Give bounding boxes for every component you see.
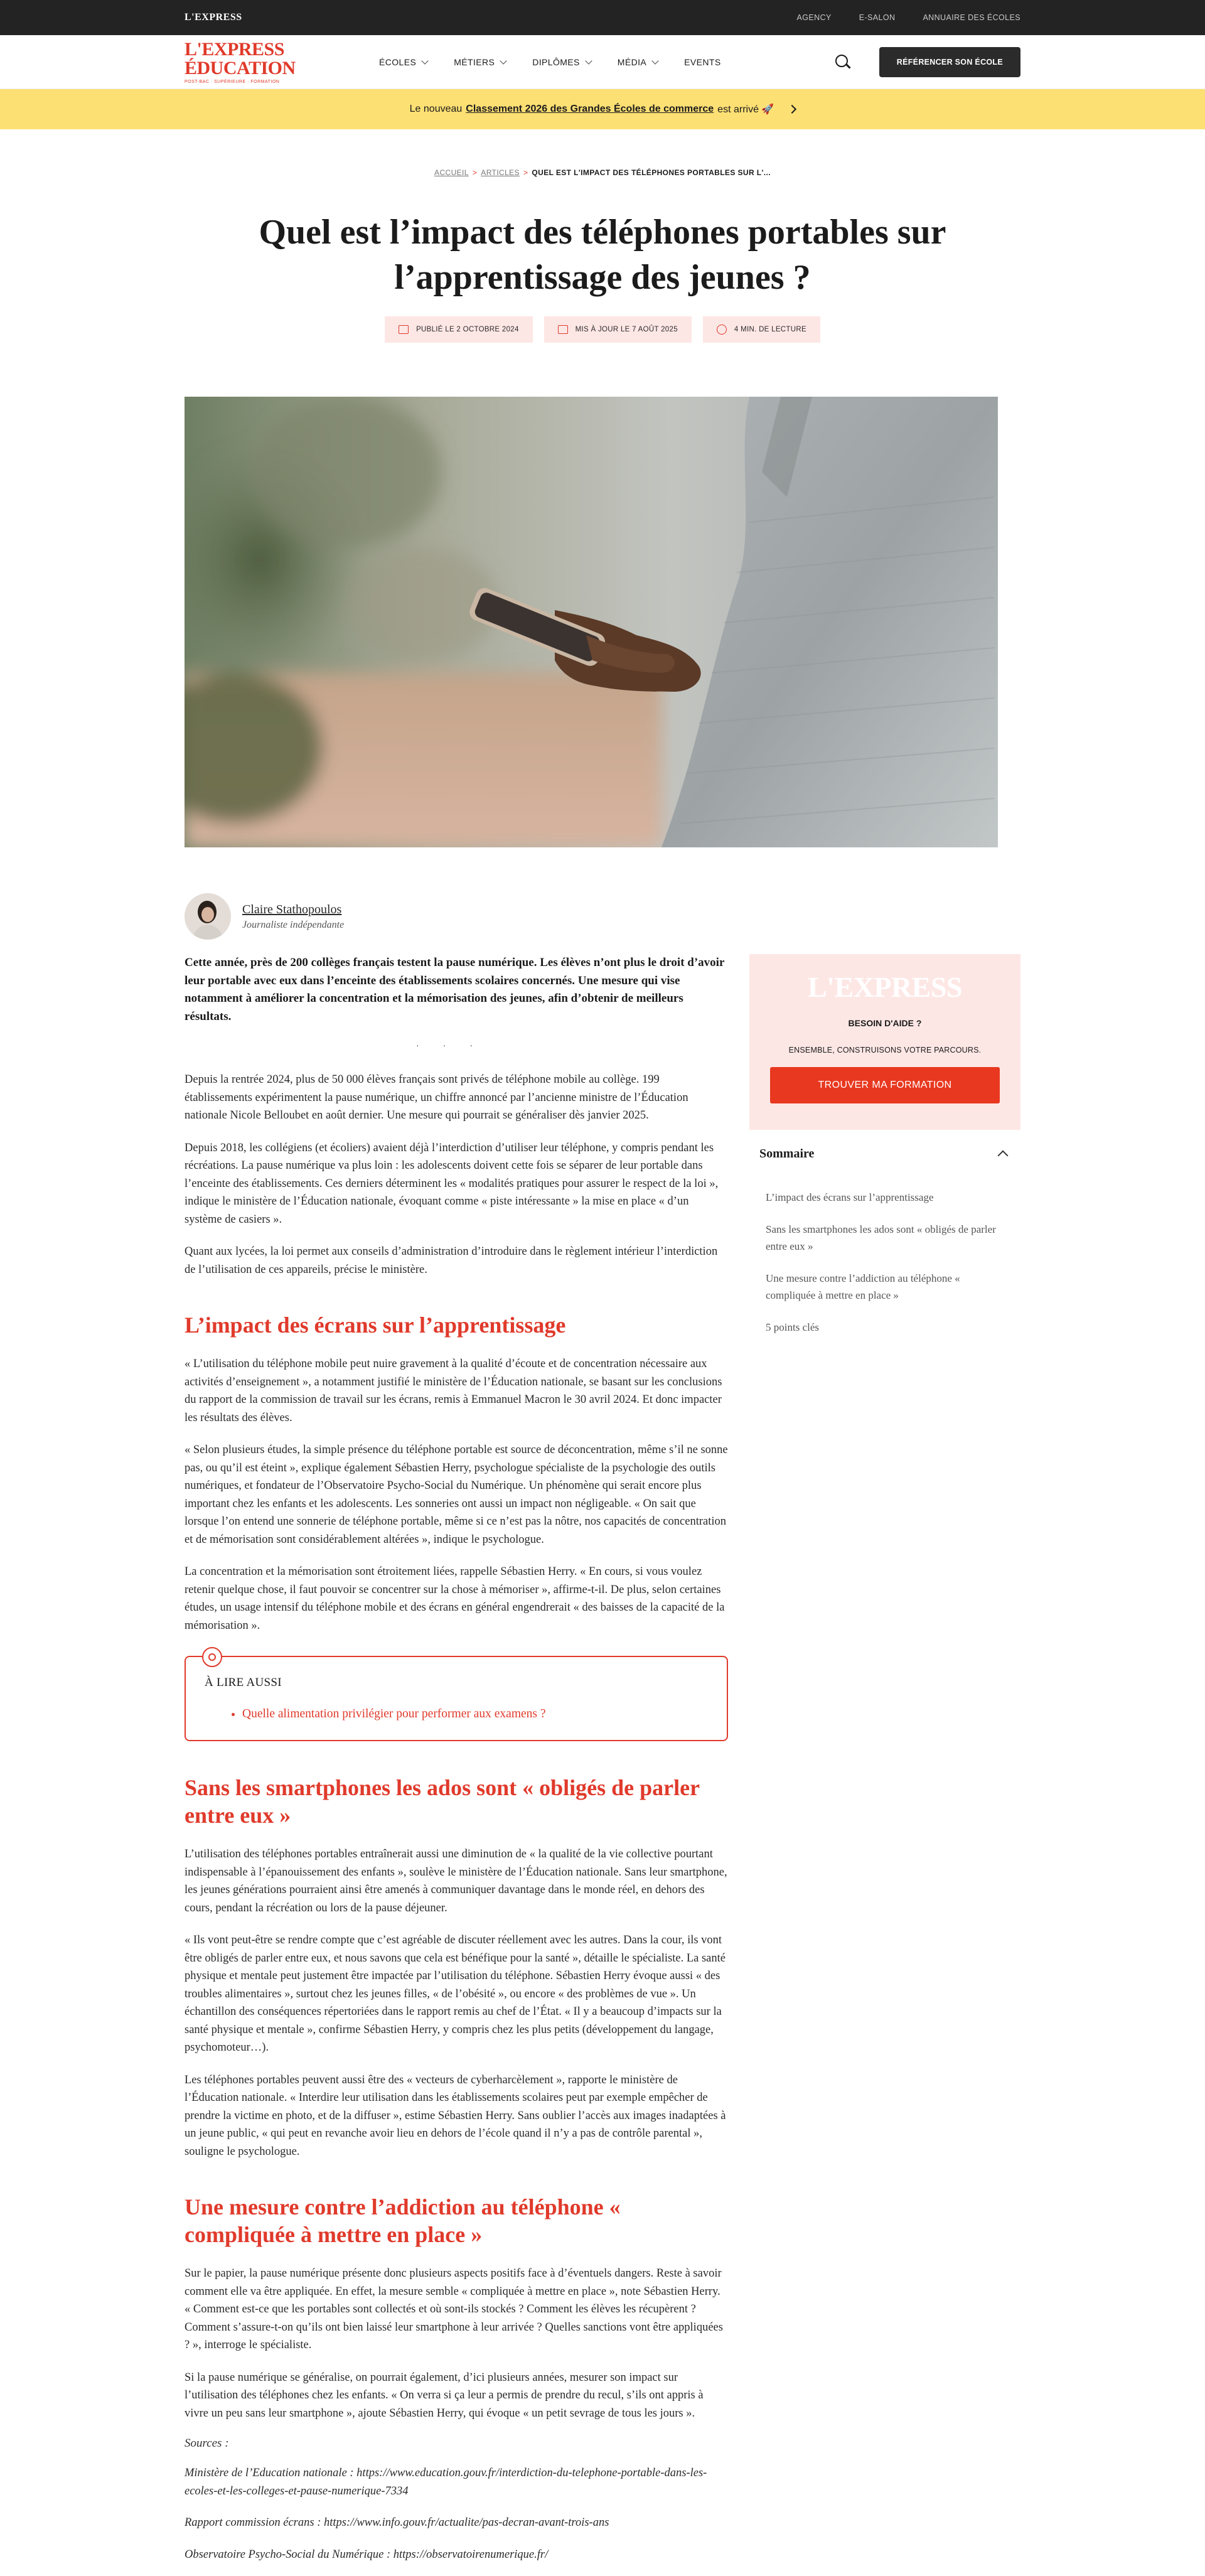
section-heading-addiction: Une mesure contre l’addiction au téléphone « compliquée à mettre en place » [185,2194,621,2247]
lire-aussi-list [242,1707,708,1721]
help-box [749,954,1020,1130]
reading-time-chip [703,316,820,343]
toc-list [759,1189,1010,1336]
hero-image [185,397,998,847]
phone-hand-photo [185,397,998,847]
source-item: Ministère de l’Education nationale : https://www.education.gouv.fr/interdiction-du-telephone-portable-dans-les-ecoles-et-les-colleges-et-pause-numerique-7334 [185,2467,707,2498]
lire-aussi-title: À LIRE AUSSI [205,1676,282,1689]
breadcrumb-home[interactable]: ACCUEIL [434,168,469,177]
lire-aussi-link[interactable]: • Quelle alimentation privilégier pour performer aux examens ? [242,1707,708,1721]
sources-title: Sources : [185,2437,229,2450]
author-info [242,903,344,931]
separator-dots: ··· [416,1042,496,1051]
breadcrumb-separator: > [523,168,528,177]
published-chip [385,316,533,343]
sidebar [749,954,1020,1351]
avatar [185,893,231,940]
breadcrumb-current: QUEL EST L'IMPACT DES TÉLÉPHONES PORTABLES SUR L'... [532,168,771,177]
menu-label: MÉDIA [617,56,647,67]
chevron-down-icon [585,57,592,64]
logo-line1: L'EXPRESS [185,38,284,60]
paragraph: Si la pause numérique se généralise, on pourrait également, d’ici plusieurs années, mesurer son impact sur l’utilisation des téléphones chez les enfants. « On verra si ça leur a permis de prendre du recul, s’ils ont appris à vivre un peu sans leur smartphone », ajoute Sébastien Herry, qui évoque « un petit sevrage de tous les jours ». [185,2371,704,2420]
lire-aussi-box [185,1656,728,1741]
paragraph: Quant aux lycées, la loi permet aux conseils d’administration d’introduire dans le règlement intérieur l’interdiction de l’utilisation de ces appareils, précise le ministère. [185,1245,718,1276]
paragraph: La concentration et la mémorisation sont étroitement liées, rappelle Sébastien Herry. « En cours, si vous voulez retenir quelque chose, il faut pouvoir se concentrer sur la chose à mémoriser », affirme-t-il. De plus, selon certaines études, un usage intensif du téléphone mobile et des écrans en général engendrerait « des baisses de la capacité de la mémorisation ». [185,1565,725,1632]
menu-metiers[interactable] [454,57,506,67]
menu-label: ÉCOLES [379,56,417,67]
paragraph: Depuis la rentrée 2024, plus de 50 000 élèves français sont privés de téléphone mobile au collège. 199 établissements expérimentent la pause numérique, un chiffre annoncé par l’ancienne ministre de l’Éducation nationale Nicole Belloubet en août dernier. Une mesure qui pourrait se généraliser dès janvier 2025. [185,1073,688,1122]
page-title: Quel est l’impact des téléphones portables sur l’apprentissage des jeunes ? [259,213,946,297]
search-icon[interactable] [834,53,852,71]
toc-header[interactable] [759,1141,1010,1166]
reading-time: 4 MIN. DE LECTURE [734,326,806,333]
updated-date: MIS À JOUR LE 7 AOÛT 2025 [575,326,678,333]
breadcrumb-articles[interactable]: ARTICLES [481,168,520,177]
menu-diplomes[interactable] [532,57,591,67]
updated-chip [544,316,692,343]
breadcrumb [0,168,1205,177]
logo-tagline: POST-BAC · SUPÉRIEURE · FORMATION [185,79,280,84]
paragraph: « L’utilisation du téléphone mobile peut nuire gravement à la qualité d’écoute et de concentration nécessaire aux activités d’enseignement », a notamment justifié le ministère de l’Éducation nationale, se basant sur les conclusions du rapport de la commission de travail sur les écrans, remis à Emmanuel Macron le 30 avril 2024. Et donc impacter les résultats des élèves. [185,1358,722,1424]
toc-item[interactable]: Une mesure contre l’addiction au téléphone « compliquée à mettre en place » [766,1272,960,1301]
chevron-down-icon [651,57,658,64]
author-name[interactable]: Claire Stathopoulos [242,902,342,916]
toc-title: Sommaire [759,1146,815,1161]
folder-icon [399,325,409,334]
site-logo[interactable] [185,40,297,84]
logo-line2: ÉDUCATION [185,57,296,78]
agency-link[interactable]: AGENCY [796,13,832,22]
help-title: BESOIN D'AIDE ? [848,1018,922,1028]
nav-right [834,47,1020,77]
announce-after: est arrivé 🚀 [717,104,774,115]
announcement-banner [0,89,1205,129]
toc-item[interactable]: Sans les smartphones les ados sont « obligés de parler entre eux » [766,1223,996,1252]
clock-icon [717,325,727,335]
main-menu [379,57,721,67]
chevron-down-icon [500,57,507,64]
menu-ecoles[interactable] [379,57,427,67]
menu-media[interactable] [618,57,658,67]
main-nav [0,35,1205,89]
document-icon [558,325,568,334]
menu-events[interactable] [684,57,720,67]
author-photo [185,893,231,940]
toc-item[interactable]: L’impact des écrans sur l’apprentissage [766,1191,934,1203]
top-links [797,13,1020,22]
paragraph: Les téléphones portables peuvent aussi être des « vecteurs de cyberharcèlement », rapporte le ministère de l’Éducation nationale. « Interdire leur utilisation dans les établissements scolaires peut par exemple empêcher de prendre la victime en photo, et de la diffuser », estime Sébastien Herry. Sans oublier l’accès aux images inadaptées à un jeune public, « qui peut en revanche avoir lieu en dehors de l’école quand il n’y a pas de contrôle parental », souligne le psychologue. [185,2073,726,2158]
lexpress-brand[interactable]: L'EXPRESS [185,12,242,23]
paragraph: « Ils vont peut-être se rendre compte que c’est agréable de discuter réellement avec les autres. Dans la cour, ils vont être obligés de parler entre eux, et nous savons que cela est bénéfique pour la santé », détaille le spécialiste. La santé physique et mentale peut justement être impactée par l’utilisation du téléphone. Sébastien Herry évoque aussi « des troubles alimentaires », surtout chez les jeunes filles, « de l’obésité », ou encore « des problèmes de vue ». Un échantillon des conséquences répertoriées dans le rapport remis au chef de l’État. « Il y a beaucoup d’impacts sur la santé physique et mentale », confirme Sébastien Herry, y compris chez les plus petits (développement du langage, psychomoteur…). [185,1934,726,2054]
toc-item[interactable]: 5 points clés [766,1321,819,1333]
content-layout [185,891,1205,2563]
published-date: PUBLIÉ LE 2 OCTOBRE 2024 [416,326,519,333]
section-heading-impact: L’impact des écrans sur l’apprentissage [185,1312,566,1338]
source-item: Rapport commission écrans : https://www.info.gouv.fr/actualite/pas-decran-avant-trois-ans [185,2516,609,2529]
paragraph: « Selon plusieurs études, la simple présence du téléphone portable est source de déconcentration, même s’il ne sonne pas, ou qu’il est éteint », explique également Sébastien Herry, psychologue spécialiste de la psychologie des outils numériques, et fondateur de l’Observatoire Psycho-Social du Numérique. Un phénomène qui serait encore plus important chez les enfants et les adolescents. Les sonneries ont aussi un impact non négligeable. « On sait que lorsque l’on entend une sonnerie de téléphone portable, même si ce n’est pas la nôtre, nos capacités de concentration et de mémorisation sont considérablement altérées », indique le psychologue. [185,1444,728,1546]
referencer-ecole-button[interactable]: RÉFÉRENCER SON ÉCOLE [879,47,1020,77]
menu-label: DIPLÔMES [532,56,580,67]
source-item: Observatoire Psycho-Social du Numérique : https://observatoirenumerique.fr/ [185,2548,549,2561]
help-logo: L'EXPRESS [807,971,963,1003]
breadcrumb-separator: > [472,168,478,177]
annuaire-link[interactable]: ANNUAIRE DES ÉCOLES [923,13,1020,22]
article-body [185,954,728,2563]
author-block [185,891,1205,942]
table-of-contents [749,1141,1020,1336]
announce-link[interactable]: Classement 2026 des Grandes Écoles de commerce [466,104,714,114]
chevron-right-icon[interactable] [788,105,796,114]
article-lead: Cette année, près de 200 collèges français testent la pause numérique. Les élèves n’ont plus le droit d’avoir leur portable avec eux dans l’enceinte des établissements scolaires concernés. Une mesure qui vise notamment à améliorer la concentration et la mémorisation des jeunes, afin d’obtenir de meilleurs résultats. [185,956,725,1023]
paragraph: Depuis 2018, les collégiens (et écoliers) avaient déjà l’interdiction d’utiliser leur téléphone, y compris pendant les récréations. La pause numérique va plus loin : les adolescents doivent cette fois se séparer de leur portable dans l’enceinte des établissements. Ces derniers déterminent les « modalités pratiques pour assurer le respect de la loi », indique le ministère de l’Éducation nationale, évoquant comme « piste intéressante » la mise en place « d’un système de casiers ». [185,1141,719,1226]
author-role: Journaliste indépendante [242,919,345,930]
trouver-formation-button[interactable]: TROUVER MA FORMATION [770,1067,1000,1103]
section-heading-smartphones: Sans les smartphones les ados sont « obligés de parler entre eux » [185,1775,700,1828]
help-subtitle: ENSEMBLE, CONSTRUISONS VOTRE PARCOURS. [788,1046,982,1055]
menu-label: MÉTIERS [454,56,495,67]
article-meta [0,316,1205,343]
paragraph: Sur le papier, la pause numérique présente donc plusieurs aspects positifs face à d’éventuels dangers. Reste à savoir comment elle va être appliquée. En effet, la mesure semble « compliquée à mettre en place », note Sébastien Herry. « Comment est-ce que les portables sont collectés et où sont-ils stockés ? Comment les élèves les récupèrent ? Comment s’assure-t-on qu’ils ont bien laissé leur smartphone à leur arrivée ? Quelles sanctions vont être appliquées ? », interroge le spécialiste. [185,2267,723,2351]
chevron-down-icon [422,57,429,64]
paragraph: L’utilisation des téléphones portables entraînerait aussi une diminution de « la qualité de la vie collective pourtant indispensable à l’épanouissement des enfants », soulève le ministère de l’Éducation nationale. Sans leur smartphone, les jeunes générations pourraient ainsi être amenés à communiquer davantage dans le monde réel, en dehors des cours, pendant la récréation ou lors de la pause déjeuner. [185,1848,727,1914]
chevron-up-icon[interactable] [998,1151,1009,1161]
gear-icon [202,1647,222,1667]
announce-before: Le nouveau [409,104,463,114]
top-bar [0,0,1205,35]
esalon-link[interactable]: E-SALON [859,13,896,22]
menu-label: EVENTS [684,56,721,67]
